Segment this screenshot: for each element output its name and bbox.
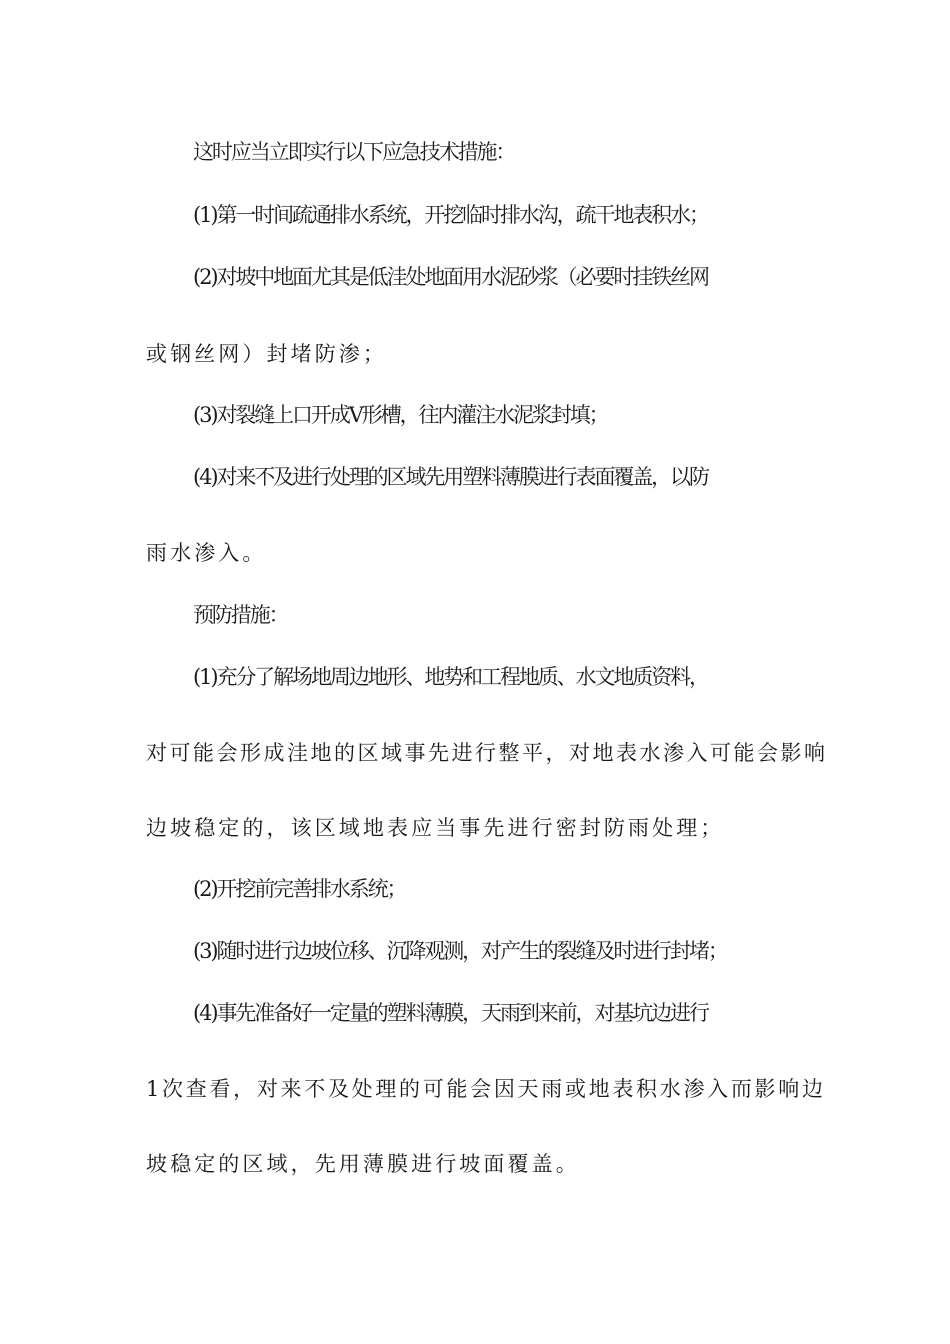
text-line-prevention-1-cont-a: 对可能会形成洼地的区域事先进行整平，对地表水渗入可能会影响 — [146, 741, 828, 765]
text-line-prevention-heading: 预防措施： — [193, 603, 288, 627]
text-line-emergency-1: (1)第一时间疏通排水系统，开挖临时排水沟，疏干地表积水； — [193, 203, 708, 227]
text-line-emergency-3: (3)对裂缝上口开成V形槽，往内灌注水泥浆封填； — [193, 403, 608, 427]
text-line-intro: 这时应当立即实行以下应急技术措施： — [193, 140, 515, 164]
text-line-emergency-4-cont: 雨水渗入。 — [146, 541, 267, 565]
text-line-prevention-1: (1)充分了解场地周边地形、地势和工程地质、水文地质资料， — [193, 665, 708, 689]
text-line-prevention-4: (4)事先准备好一定量的塑料薄膜，天雨到来前，对基坑边进行 — [193, 1001, 708, 1025]
text-line-prevention-1-cont-b: 边坡稳定的，该区域地表应当事先进行密封防雨处理； — [146, 816, 725, 840]
text-line-prevention-3: (3)随时进行边坡位移、沉降观测，对产生的裂缝及时进行封堵； — [193, 939, 727, 963]
text-line-prevention-4-cont-b: 坡稳定的区域，先用薄膜进行坡面覆盖。 — [146, 1152, 580, 1176]
text-line-emergency-2-cont: 或钢丝网）封堵防渗； — [146, 342, 387, 366]
text-line-prevention-2: (2)开挖前完善排水系统； — [193, 877, 406, 901]
text-line-prevention-4-cont-a: 1次查看，对来不及处理的可能会因天雨或地表积水渗入而影响边 — [146, 1077, 826, 1101]
text-line-emergency-4: (4)对来不及进行处理的区域先用塑料薄膜进行表面覆盖，以防 — [193, 465, 708, 489]
text-line-emergency-2: (2)对坡中地面尤其是低洼处地面用水泥砂浆（必要时挂铁丝网 — [193, 265, 708, 289]
